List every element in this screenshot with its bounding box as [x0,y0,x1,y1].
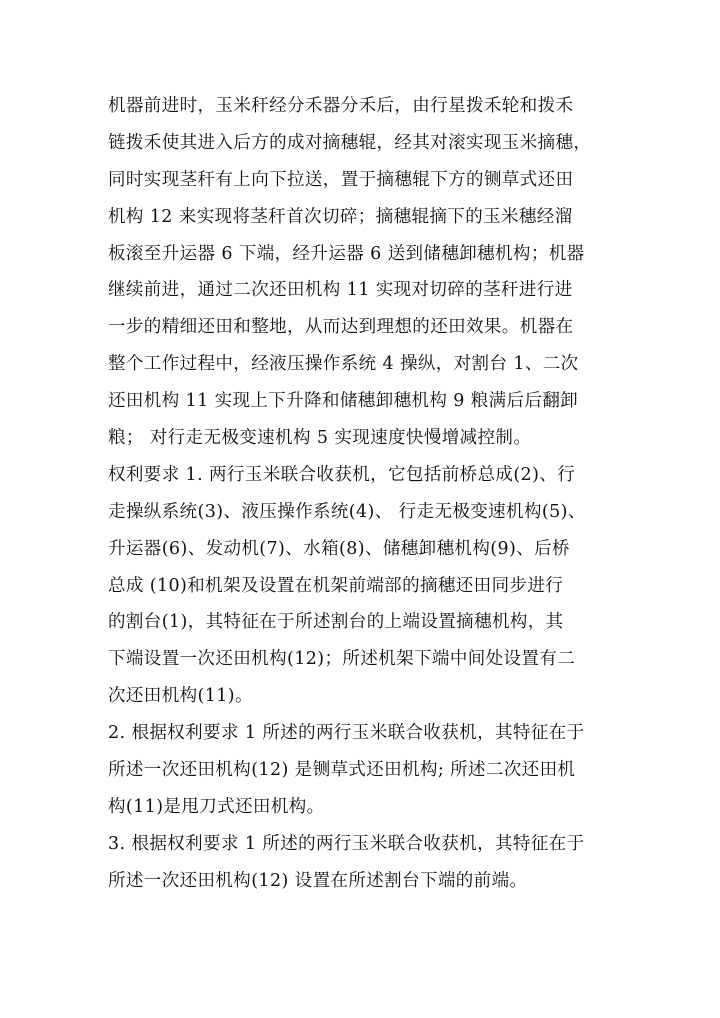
claim-3-line: 所述一次还田机构(12) 设置在所述割台下端的前端。 [108,870,528,891]
text-line: 机构 12 来实现将茎秆首次切碎；摘穗辊摘下的玉米穗经溜 [108,206,573,227]
claim-3-line: 3. 根据权利要求 1 所述的两行玉米联合收获机，其特征在于 [108,833,585,854]
text-line: 整个工作过程中，经液压操作系统 4 操纵，对割台 1、二次 [108,354,579,375]
claim-1-line: 总成 (10)和机架及设置在机架前端部的摘穗还田同步进行 [108,575,564,596]
claim-1-line: 次还田机构(11)。 [108,686,253,707]
text-line: 一步的精细还田和整地，从而达到理想的还田效果。机器在 [108,317,574,338]
text-line: 继续前进，通过二次还田机构 11 实现对切碎的茎秆进行进 [108,280,573,301]
claim-1-line: 的割台(1)，其特征在于所述割台的上端设置摘穗机构，其 [108,612,564,633]
claim-1-line: 下端设置一次还田机构(12)；所述机架下端中间处设置有二 [108,649,576,670]
text-line: 链拨禾使其进入后方的成对摘穗辊，经其对滚实现玉米摘穗， [108,132,592,153]
claim-2-line: 所述一次还田机构(12) 是铡草式还田机构; 所述二次还田机 [108,760,576,781]
claim-1-line: 升运器(6)、发动机(7)、水箱(8)、储穗卸穗机构(9)、后桥 [108,538,570,559]
text-line: 粮； 对行走无极变速机构 5 实现速度快慢增减控制。 [108,428,532,449]
claim-2-line: 2. 根据权利要求 1 所述的两行玉米联合收获机，其特征在于 [108,723,585,744]
document-body [108,88,648,900]
claim-1-line: 权利要求 1. 两行玉米联合收获机，它包括前桥总成(2)、行 [108,464,576,485]
text-line: 同时实现茎秆有上向下拉送，置于摘穗辊下方的铡草式还田 [108,169,574,190]
claim-2-line: 构(11)是甩刀式还田机构。 [108,796,325,817]
text-line: 板滚至升运器 6 下端，经升运器 6 送到储穗卸穗机构；机器 [108,243,585,264]
claim-1-line: 走操纵系统(3)、液压操作系统(4)、 行走无极变速机构(5)、 [108,501,586,522]
text-line: 还田机构 11 实现上下升降和储穗卸穗机构 9 粮满后后翻卸 [108,391,579,412]
text-line: 机器前进时，玉米秆经分禾器分禾后，由行星拨禾轮和拨禾 [108,96,574,116]
